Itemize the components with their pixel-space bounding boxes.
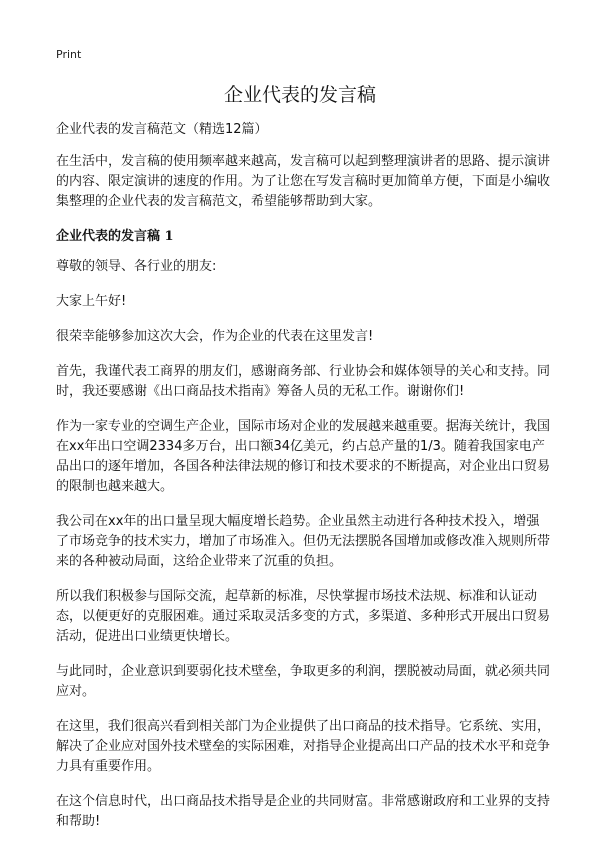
intro-paragraph: 在生活中，发言稿的使用频率越来越高，发言稿可以起到整理演讲者的思路、提示演讲的内容、限定演讲的速度的作用。为了让您在写发言稿时更加简单方便，下面是小编收集整理的企业代表的发言稿范文，希望能够帮助到大家。 [56, 154, 551, 209]
paragraph-thanks: 首先，我谨代表工商界的朋友们，感谢商务部、行业协会和媒体领导的关心和支持。同时，我还要感谢《出口商品技术指南》筹备人员的无私工作。谢谢你们! [56, 364, 551, 399]
section-heading: 企业代表的发言稿 1 [56, 229, 174, 244]
document-subtitle: 企业代表的发言稿范文（精选12篇） [56, 122, 268, 137]
paragraph-honor: 很荣幸能够参加这次大会，作为企业的代表在这里发言! [56, 329, 374, 344]
document-body [56, 120, 552, 847]
paragraph-barriers: 与此同时，企业意识到要弱化技术壁垒，争取更多的利润，摆脱被动局面，就必须共同应对。 [56, 664, 551, 699]
paragraph-market: 作为一家专业的空调生产企业，国际市场对企业的发展越来越重要。据海关统计，我国在xx年出口空调2334多万台，出口额34亿美元，约占总产量的1/3。随着我国家电产品出口的逐年增加，各国各种法律法规的修订和技术要求的不断提高，对企业出口贸易的限制也越来越大。 [56, 419, 551, 494]
paragraph-exchange: 所以我们积极参与国际交流，起草新的标准，尽快掌握市场技术法规、标准和认证动态，以便更好的克服困难。通过采取灵活多变的方式，多渠道、多种形式开展出口贸易活动，促进出口业绩更快增长。 [56, 589, 551, 644]
paragraph-closing: 在这个信息时代，出口商品技术指导是企业的共同财富。非常感谢政府和工业界的支持和帮助! [56, 794, 551, 829]
page-title: 企业代表的发言稿 [223, 84, 376, 106]
print-link[interactable]: Print [56, 48, 82, 61]
paragraph-growth: 我公司在xx年的出口量呈现大幅度增长趋势。企业虽然主动进行各种技术投入，增强了市场竞争的技术实力，增加了市场准入。但仍无法摆脱各国增加或修改准入规则所带来的各种被动局面，这给企业带来了沉重的负担。 [56, 514, 551, 569]
paragraph-guidance: 在这里，我们很高兴看到相关部门为企业提供了出口商品的技术指导。它系统、实用，解决了企业应对国外技术壁垒的实际困难，对指导企业提高出口产品的技术水平和竞争力具有重要作用。 [56, 719, 551, 774]
paragraph-salutation: 尊敬的领导、各行业的朋友: [56, 259, 217, 274]
paragraph-greeting: 大家上午好! [56, 294, 127, 309]
